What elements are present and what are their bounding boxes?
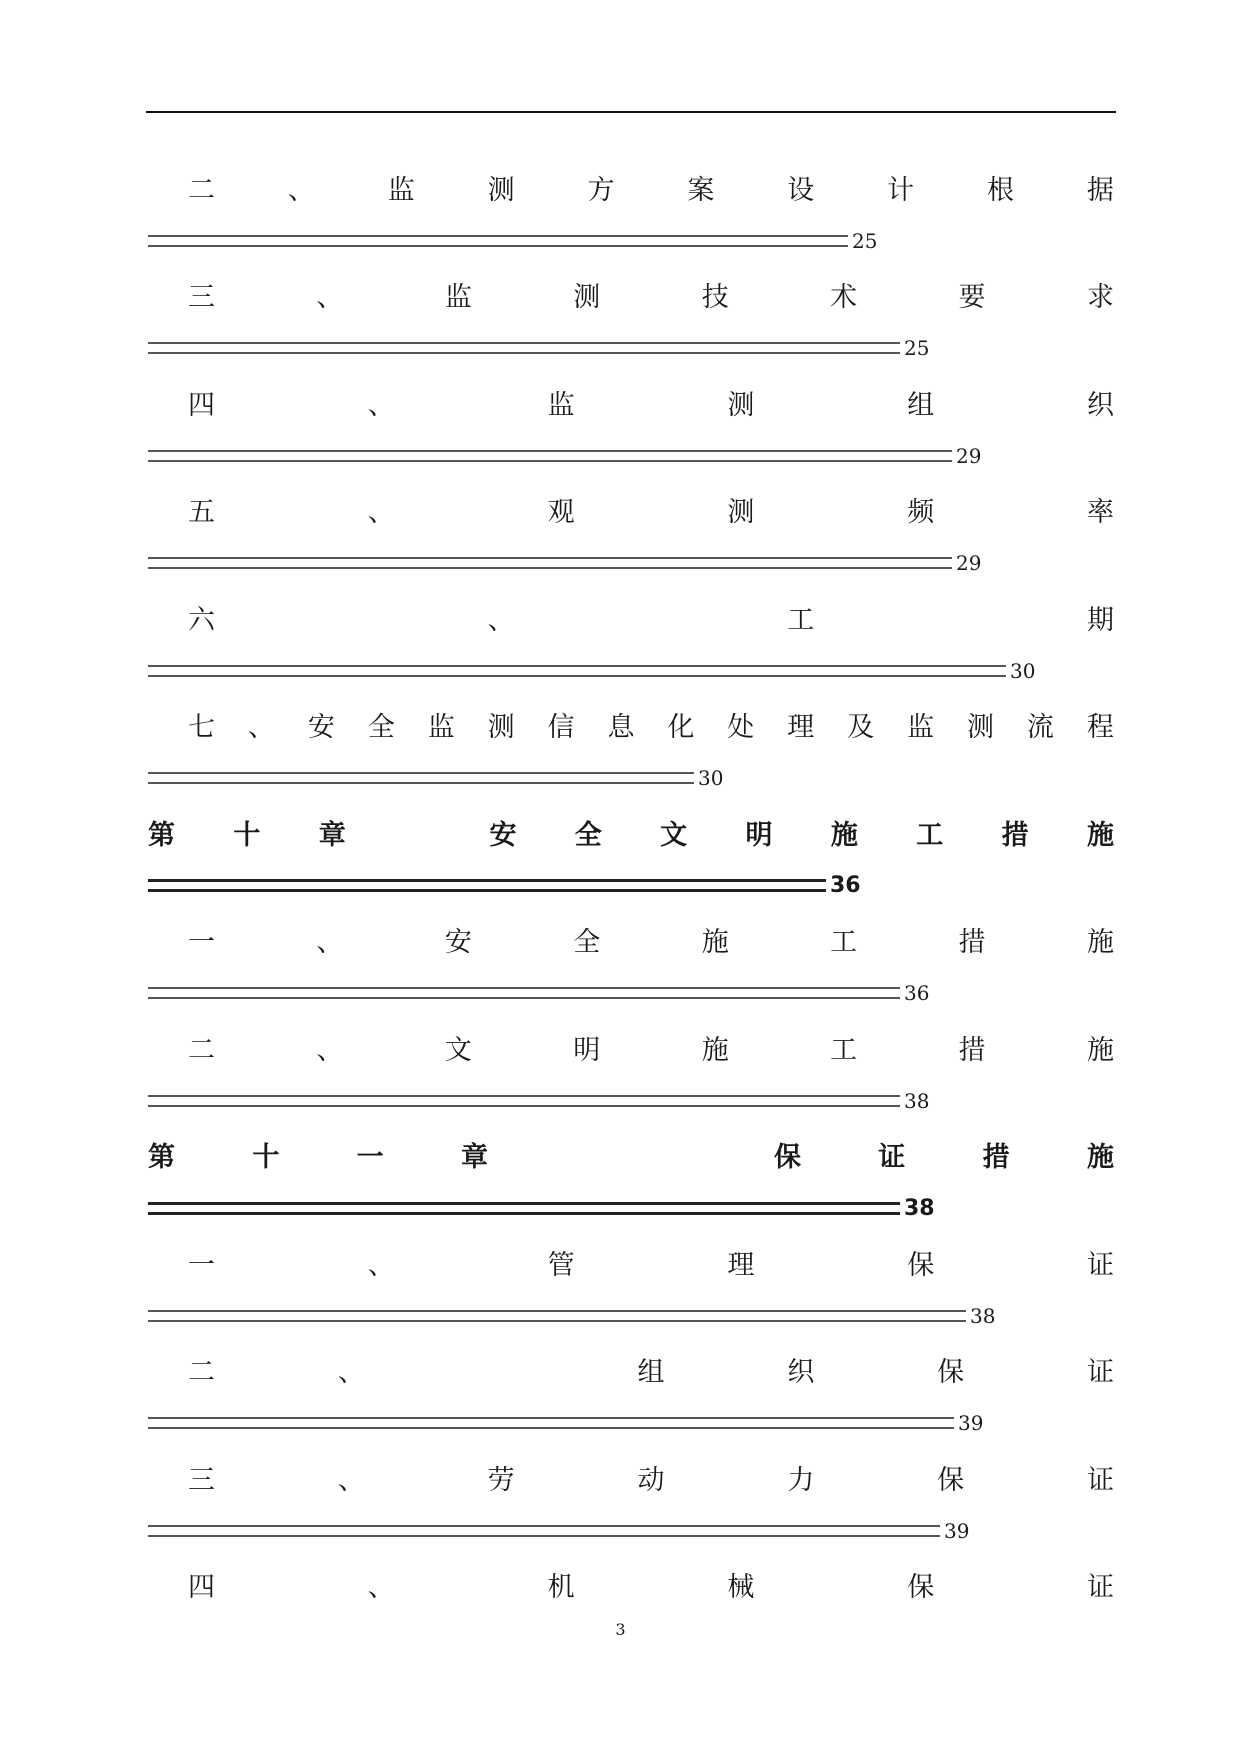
title-char: 施 bbox=[1086, 927, 1114, 958]
leader-line bbox=[148, 752, 1114, 806]
title-char: 械 bbox=[727, 1572, 755, 1603]
title-char: 测 bbox=[966, 712, 994, 743]
title-char: 息 bbox=[607, 712, 635, 743]
dot-leader bbox=[148, 879, 826, 892]
title-char: 二 bbox=[188, 174, 215, 206]
title-char: 流 bbox=[1026, 712, 1054, 743]
title-char: 、 bbox=[247, 712, 275, 743]
title-char: 六 bbox=[188, 604, 215, 636]
page-reference: 30 bbox=[698, 766, 724, 791]
title-char: 施 bbox=[701, 927, 729, 958]
title-char: 观 bbox=[547, 497, 575, 528]
title-char: 施 bbox=[1086, 1142, 1114, 1173]
title-char: 据 bbox=[1086, 174, 1114, 206]
title-char: 四 bbox=[188, 389, 215, 421]
title-char: 、 bbox=[337, 1357, 365, 1388]
title-char: 安 bbox=[307, 712, 335, 743]
toc-entry[interactable] bbox=[148, 160, 1114, 268]
section-title bbox=[148, 1235, 1114, 1289]
page-reference: 29 bbox=[956, 551, 982, 576]
title-char: 技 bbox=[701, 282, 729, 313]
page-reference: 39 bbox=[944, 1518, 970, 1543]
title-char: 安 bbox=[489, 819, 517, 851]
dot-leader bbox=[148, 342, 900, 354]
table-of-contents bbox=[148, 160, 1114, 1665]
dot-leader bbox=[148, 1525, 940, 1537]
page-reference: 25 bbox=[904, 336, 930, 361]
section-title bbox=[148, 1450, 1114, 1504]
title-char: 计 bbox=[887, 174, 915, 206]
title-char: 证 bbox=[1086, 1464, 1114, 1496]
title-char: 织 bbox=[787, 1357, 815, 1388]
title-char: 七 bbox=[188, 712, 215, 743]
title-char: 、 bbox=[287, 174, 315, 206]
title-char: 理 bbox=[787, 712, 815, 743]
dot-leader bbox=[148, 772, 694, 784]
leader-line bbox=[148, 1504, 1114, 1558]
chapter-title bbox=[148, 805, 1114, 859]
title-char: 施 bbox=[1086, 1034, 1114, 1066]
dot-leader bbox=[148, 450, 952, 462]
title-char: 证 bbox=[1086, 1357, 1114, 1388]
leader-line bbox=[148, 1182, 1114, 1236]
leader-line bbox=[148, 644, 1114, 698]
title-char: 措 bbox=[1001, 819, 1029, 851]
title-char: 保 bbox=[773, 1142, 801, 1173]
title-char: 施 bbox=[830, 819, 858, 851]
title-char: 管 bbox=[547, 1249, 575, 1281]
section-title bbox=[148, 913, 1114, 967]
toc-entry[interactable] bbox=[148, 1450, 1114, 1558]
title-char: 信 bbox=[547, 712, 575, 743]
page-reference: 25 bbox=[852, 228, 878, 253]
title-char: 、 bbox=[367, 497, 395, 528]
leader-line bbox=[148, 537, 1114, 591]
title-char: 及 bbox=[847, 712, 875, 743]
title-char: 、 bbox=[316, 282, 344, 313]
dot-leader bbox=[148, 1417, 954, 1429]
title-char: 第 bbox=[148, 1142, 175, 1173]
section-title bbox=[148, 160, 1114, 214]
section-title bbox=[148, 698, 1114, 752]
title-char: 测 bbox=[487, 174, 515, 206]
leader-line bbox=[148, 967, 1114, 1021]
title-char: 要 bbox=[958, 282, 986, 313]
title-char: 措 bbox=[982, 1142, 1010, 1173]
page-reference: 36 bbox=[904, 981, 930, 1006]
title-char: 保 bbox=[937, 1464, 965, 1496]
title-char: 、 bbox=[487, 604, 515, 636]
section-title bbox=[148, 483, 1114, 537]
title-char: 监 bbox=[427, 712, 455, 743]
leader-line bbox=[148, 1289, 1114, 1343]
title-char: 监 bbox=[387, 174, 415, 206]
title-char: 劳 bbox=[487, 1464, 515, 1496]
title-char: 监 bbox=[547, 389, 575, 421]
title-char: 频 bbox=[907, 497, 935, 528]
title-char: 监 bbox=[907, 712, 935, 743]
dot-leader bbox=[148, 557, 952, 569]
page-reference: 36 bbox=[830, 873, 861, 899]
toc-entry[interactable] bbox=[148, 1020, 1114, 1128]
page-reference: 38 bbox=[904, 1195, 935, 1221]
title-char: 根 bbox=[987, 174, 1014, 206]
toc-entry[interactable] bbox=[148, 1343, 1114, 1451]
title-char: 十 bbox=[252, 1142, 280, 1173]
title-char: 一 bbox=[188, 927, 215, 958]
title-char: 证 bbox=[1086, 1249, 1114, 1281]
toc-entry[interactable] bbox=[148, 1128, 1114, 1236]
title-char: 力 bbox=[787, 1464, 815, 1496]
title-char: 程 bbox=[1086, 712, 1114, 743]
toc-entry[interactable] bbox=[148, 698, 1114, 806]
toc-entry[interactable] bbox=[148, 1558, 1114, 1666]
dot-leader bbox=[148, 235, 848, 247]
title-char: 一 bbox=[356, 1142, 384, 1173]
title-char: 、 bbox=[316, 1034, 344, 1066]
title-char: 组 bbox=[637, 1357, 665, 1388]
title-char: 施 bbox=[1086, 819, 1114, 851]
title-char: 第 bbox=[148, 819, 175, 851]
section-title bbox=[148, 1020, 1114, 1074]
title-char: 方 bbox=[587, 174, 615, 206]
title-char: 工 bbox=[787, 604, 815, 636]
title-char: 术 bbox=[830, 282, 858, 313]
section-title bbox=[148, 590, 1114, 644]
page-number: 3 bbox=[615, 1620, 626, 1639]
header-rule bbox=[146, 111, 1116, 113]
title-char: 三 bbox=[188, 1464, 215, 1496]
page-reference: 29 bbox=[956, 443, 982, 468]
title-char: 三 bbox=[188, 282, 215, 313]
title-char: 措 bbox=[958, 1034, 986, 1066]
page-reference: 30 bbox=[1010, 658, 1036, 683]
leader-line bbox=[148, 429, 1114, 483]
title-char: 文 bbox=[444, 1034, 472, 1066]
title-char: 五 bbox=[188, 497, 215, 528]
title-char: 率 bbox=[1086, 497, 1114, 528]
title-char: 测 bbox=[727, 389, 755, 421]
title-char: 处 bbox=[727, 712, 755, 743]
toc-entry[interactable] bbox=[148, 483, 1114, 591]
title-char: 测 bbox=[727, 497, 755, 528]
title-char: 十 bbox=[233, 819, 261, 851]
title-char: 求 bbox=[1086, 282, 1114, 313]
title-char: 设 bbox=[787, 174, 815, 206]
title-char: 明 bbox=[745, 819, 773, 851]
section-title bbox=[148, 1343, 1114, 1397]
title-char: 组 bbox=[907, 389, 935, 421]
page-reference: 38 bbox=[970, 1303, 996, 1328]
title-char: 工 bbox=[830, 1034, 858, 1066]
page-reference: 38 bbox=[904, 1088, 930, 1113]
page-reference: 39 bbox=[958, 1411, 984, 1436]
toc-entry[interactable] bbox=[148, 805, 1114, 913]
title-char: 全 bbox=[573, 927, 601, 958]
title-char: 、 bbox=[316, 927, 344, 958]
title-char: 工 bbox=[916, 819, 944, 851]
section-title bbox=[148, 1558, 1114, 1612]
toc-entry[interactable] bbox=[148, 268, 1114, 376]
title-char: 四 bbox=[188, 1572, 215, 1603]
title-char: 一 bbox=[188, 1249, 215, 1281]
title-char: 保 bbox=[937, 1357, 965, 1388]
dot-leader bbox=[148, 987, 900, 999]
toc-entry[interactable] bbox=[148, 1235, 1114, 1343]
title-char: 全 bbox=[574, 819, 602, 851]
title-char: 、 bbox=[367, 1249, 395, 1281]
title-char: 二 bbox=[188, 1357, 215, 1388]
title-char: 保 bbox=[907, 1249, 935, 1281]
title-char: 监 bbox=[444, 282, 472, 313]
title-char: 明 bbox=[573, 1034, 601, 1066]
title-char: 措 bbox=[958, 927, 986, 958]
title-char: 、 bbox=[367, 389, 395, 421]
title-char: 、 bbox=[367, 1572, 395, 1603]
dot-leader bbox=[148, 1202, 900, 1215]
title-char: 证 bbox=[1086, 1572, 1114, 1603]
dot-leader bbox=[148, 1095, 900, 1107]
title-char: 施 bbox=[701, 1034, 729, 1066]
toc-entry[interactable] bbox=[148, 375, 1114, 483]
title-char: 测 bbox=[573, 282, 601, 313]
title-char: 工 bbox=[830, 927, 858, 958]
section-title bbox=[148, 375, 1114, 429]
section-title bbox=[148, 268, 1114, 322]
title-char: 织 bbox=[1086, 389, 1114, 421]
title-char: 、 bbox=[337, 1464, 365, 1496]
leader-line bbox=[148, 859, 1114, 913]
title-char: 理 bbox=[727, 1249, 755, 1281]
title-char: 二 bbox=[188, 1034, 215, 1066]
leader-line bbox=[148, 214, 1114, 268]
title-char: 案 bbox=[687, 174, 715, 206]
title-char: 期 bbox=[1086, 604, 1114, 636]
title-char: 章 bbox=[460, 1142, 488, 1173]
chapter-title bbox=[148, 1128, 1114, 1182]
title-char: 保 bbox=[907, 1572, 935, 1603]
title-char: 安 bbox=[444, 927, 472, 958]
title-char: 机 bbox=[547, 1572, 575, 1603]
title-char: 文 bbox=[660, 819, 688, 851]
leader-line bbox=[148, 322, 1114, 376]
title-char: 化 bbox=[667, 712, 695, 743]
dot-leader bbox=[148, 1310, 966, 1322]
title-char: 测 bbox=[487, 712, 515, 743]
dot-leader bbox=[148, 665, 1006, 677]
leader-line bbox=[148, 1074, 1114, 1128]
title-char: 章 bbox=[318, 819, 346, 851]
toc-entry[interactable] bbox=[148, 913, 1114, 1021]
title-char: 全 bbox=[367, 712, 395, 743]
title-char: 证 bbox=[878, 1142, 906, 1173]
toc-entry[interactable] bbox=[148, 590, 1114, 698]
leader-line bbox=[148, 1397, 1114, 1451]
title-char: 动 bbox=[637, 1464, 665, 1496]
